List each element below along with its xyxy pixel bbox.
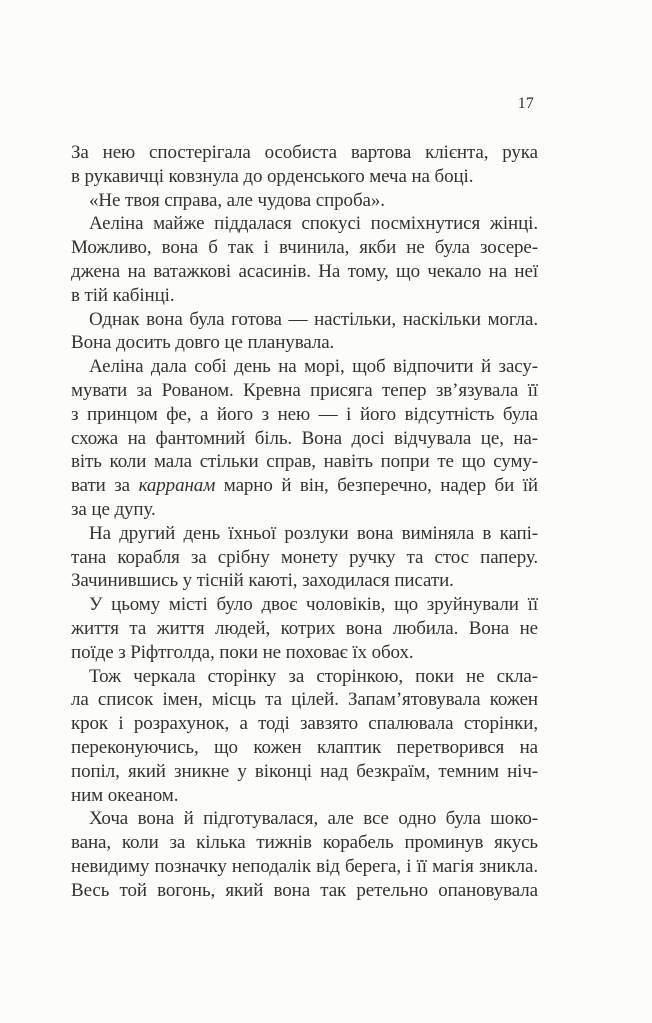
text-line xyxy=(71,855,538,879)
text-segment: Зачинившись у тісній каюті, заходилася писати. xyxy=(71,570,454,592)
text-line xyxy=(71,569,538,593)
text-segment: Аеліна дала собі день на морі, щоб відпочити й засу- xyxy=(89,356,538,378)
text-segment: мувати за Рованом. Кревна присяга тепер зв’язувала її xyxy=(71,379,538,401)
text-segment: тана корабля за срібну монету ручку та стос паперу. xyxy=(71,546,538,568)
text-segment: за це дупу. xyxy=(71,498,156,520)
paragraph xyxy=(71,593,538,664)
text-line xyxy=(71,427,538,451)
text-line xyxy=(71,617,538,641)
text-line xyxy=(71,141,538,165)
text-line xyxy=(71,498,538,522)
text-line xyxy=(71,736,538,760)
text-line xyxy=(71,831,538,855)
text-block xyxy=(71,141,538,903)
text-segment: крок і розрахунок, а тоді завзято спалювала сторінки, xyxy=(71,713,538,735)
text-segment: Аеліна майже піддалася спокусі посміхнутися жінці. xyxy=(89,213,538,235)
text-segment: Можливо, вона б так і вчинила, якби не була зосере- xyxy=(71,237,538,259)
text-line xyxy=(71,403,538,427)
text-line xyxy=(71,593,538,617)
text-line xyxy=(71,641,538,665)
text-segment: в рукавичці ковзнула до орденського меча на боці. xyxy=(71,165,474,187)
text-segment: вана, коли за кілька тижнів корабель проминув якусь xyxy=(71,832,538,854)
text-line xyxy=(71,546,538,570)
text-segment: Вона досить довго це планувала. xyxy=(71,332,335,354)
text-segment: вати за xyxy=(71,475,139,497)
text-segment: марно й він, безперечно, надер би їй xyxy=(215,475,538,497)
paragraph xyxy=(71,308,538,356)
text-segment: поїде з Ріфтголда, поки не поховає їх обох. xyxy=(71,641,414,663)
text-line xyxy=(71,260,538,284)
text-line xyxy=(71,165,538,189)
text-segment: життя та життя людей, котрих вона любила. Вона не xyxy=(71,617,538,639)
page-number: 17 xyxy=(517,95,534,112)
text-segment: «Не твоя справа, але чудова спроба». xyxy=(89,189,385,211)
text-line xyxy=(71,807,538,831)
text-line xyxy=(71,450,538,474)
paragraph xyxy=(71,141,538,189)
text-segment: джена на ватажкові асасинів. На тому, що чекало на неї xyxy=(71,260,538,282)
text-segment: У цьому місті було двоє чоловіків, що зруйнували її xyxy=(89,594,538,616)
text-segment: Тож черкала сторінку за сторінкою, поки не скла- xyxy=(89,665,538,687)
text-segment: невидиму позначку неподалік від берега, і її магія зникла. xyxy=(71,855,538,877)
text-segment: з принцом фе, а його з нею — і його відсутність була xyxy=(71,403,538,425)
text-line xyxy=(71,331,538,355)
text-line xyxy=(71,355,538,379)
paragraph xyxy=(71,355,538,522)
text-line xyxy=(71,760,538,784)
text-line xyxy=(71,236,538,260)
text-line xyxy=(71,784,538,808)
text-segment: попіл, який зникне у віконці над безкраїм, темним ніч- xyxy=(71,760,538,782)
text-line xyxy=(71,879,538,903)
text-line xyxy=(71,212,538,236)
text-line xyxy=(71,688,538,712)
text-line xyxy=(71,522,538,546)
text-segment: Хоча вона й підготувалася, але все одно була шоко- xyxy=(89,808,538,830)
paragraph xyxy=(71,189,538,213)
text-segment-italic: карранам xyxy=(138,475,216,497)
text-segment: в тій кабінці. xyxy=(71,284,175,306)
text-segment: віть коли мала стільки справ, навіть попри те що суму- xyxy=(71,451,538,473)
paragraph xyxy=(71,212,538,307)
text-segment: Однак вона була готова — настільки, наскільки могла. xyxy=(89,308,538,330)
text-segment: ла список імен, місць та цілей. Запам’ятовувала кожен xyxy=(71,689,538,711)
text-segment: ним океаном. xyxy=(71,784,179,806)
paragraph xyxy=(71,522,538,593)
text-segment: За нею спостерігала особиста вартова клієнта, рука xyxy=(71,142,538,163)
text-segment: схожа на фантомний біль. Вона досі відчувала це, на- xyxy=(71,427,538,449)
text-line xyxy=(71,284,538,308)
paragraph xyxy=(71,665,538,808)
text-line xyxy=(71,665,538,689)
text-line xyxy=(71,308,538,332)
text-line xyxy=(71,712,538,736)
text-line xyxy=(71,379,538,403)
paragraph xyxy=(71,807,538,902)
text-line xyxy=(71,474,538,498)
text-segment: переконуючись, що кожен клаптик перетворився на xyxy=(71,736,538,758)
text-segment: Весь той вогонь, який вона так ретельно опановувала xyxy=(71,879,538,901)
text-segment: На другий день їхньої розлуки вона виміняла в капі- xyxy=(89,522,538,544)
text-line xyxy=(71,189,538,213)
